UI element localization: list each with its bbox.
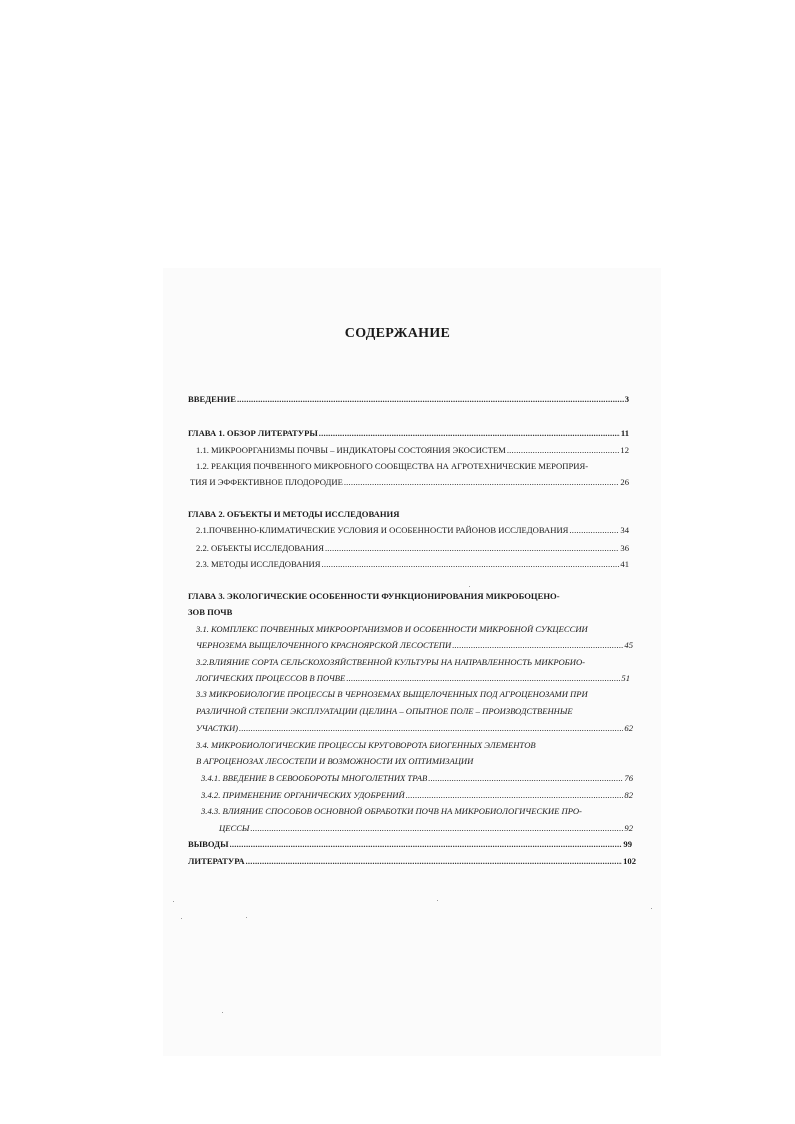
toc-entry-chapter-3-line1: ГЛАВА 3. ЭКОЛОГИЧЕСКИЕ ОСОБЕННОСТИ ФУНКЦИОНИРОВАНИЯ МИКРОБОЦЕНО-: [188, 591, 560, 601]
toc-entry-chapter-1: ГЛАВА 1. ОБЗОР ЛИТЕРАТУРЫ ..... 11: [188, 427, 629, 439]
toc-entry-1-2-line1: 1.2. РЕАКЦИЯ ПОЧВЕННОГО МИКРОБНОГО СООБЩЕСТВА НА АГРОТЕХНИЧЕСКИЕ МЕРОПРИЯ-: [196, 461, 589, 471]
toc-entry-3-2: ЛОГИЧЕСКИХ ПРОЦЕССОВ В ПОЧВЕ ..... 51: [196, 672, 630, 684]
toc-entry-2-2: 2.2. ОБЪЕКТЫ ИССЛЕДОВАНИЯ ..... 36: [196, 542, 629, 554]
toc-entry-conclusions: ВЫВОДЫ ..... 99: [188, 838, 632, 850]
toc-entry-3-3-line1: 3.3 МИКРОБИОЛОГИЕ ПРОЦЕССЫ В ЧЕРНОЗЕМАХ ВЫЩЕЛОЧЕННЫХ ПОД АГРОЦЕНОЗАМИ ПРИ: [196, 689, 588, 699]
toc-entry-3-4-1: 3.4.1. ВВЕДЕНИЕ В СЕВООБОРОТЫ МНОГОЛЕТНИХ ТРАВ ..... 76: [201, 772, 633, 784]
toc-entry-3-1: ЧЕРНОЗЕМА ВЫЩЕЛОЧЕННОГО КРАСНОЯРСКОЙ ЛЕСОСТЕПИ ..... 45: [196, 639, 633, 651]
toc-entry-3-4-line1: 3.4. МИКРОБИОЛОГИЧЕСКИЕ ПРОЦЕССЫ КРУГОВОРОТА БИОГЕННЫХ ЭЛЕМЕНТОВ: [196, 740, 536, 750]
toc-entry-chapter-3-line2: ЗОВ ПОЧВ: [188, 607, 233, 617]
toc-entry-3-3-line2: РАЗЛИЧНОЙ СТЕПЕНИ ЭКСПЛУАТАЦИИ (ЦЕЛИНА – ОПЫТНОЕ ПОЛЕ – ПРОИЗВОДСТВЕННЫЕ: [196, 706, 573, 716]
toc-entry-intro: ВВЕДЕНИЕ ..... 3: [188, 393, 629, 405]
toc-entry-3-3: УЧАСТКИ) ..... 62: [196, 722, 633, 734]
toc-entry-3-1-line1: 3.1. КОМПЛЕКС ПОЧВЕННЫХ МИКРООРГАНИЗМОВ И ОСОБЕННОСТИ МИКРОБНОЙ СУКЦЕССИИ: [196, 624, 588, 634]
toc-entry-2-3: 2.3. МЕТОДЫ ИССЛЕДОВАНИЯ ..... 41: [196, 558, 629, 570]
toc-entry-literature: ЛИТЕРАТУРА ..... 102: [188, 855, 636, 867]
page-title: СОДЕРЖАНИЕ: [344, 326, 451, 341]
toc-entry-2-1: 2.1.ПОЧВЕННО-КЛИМАТИЧЕСКИЕ УСЛОВИЯ И ОСОБЕННОСТИ РАЙОНОВ ИССЛЕДОВАНИЯ ..... 34: [196, 524, 629, 536]
toc-entry-3-4-line2: В АГРОЦЕНОЗАХ ЛЕСОСТЕПИ И ВОЗМОЖНОСТИ ИХ ОПТИМИЗАЦИИ: [196, 756, 474, 766]
toc-entry-3-4-2: 3.4.2. ПРИМЕНЕНИЕ ОРГАНИЧЕСКИХ УДОБРЕНИЙ ..... 82: [201, 789, 633, 801]
toc-entry-3-4-3: ЦЕССЫ ..... 92: [219, 822, 633, 834]
toc-entry-1-1: 1.1. МИКРООРГАНИЗМЫ ПОЧВЫ – ИНДИКАТОРЫ СОСТОЯНИЯ ЭКОСИСТЕМ ..... 12: [196, 444, 629, 456]
toc-entry-3-2-line1: 3.2.ВЛИЯНИЕ СОРТА СЕЛЬСКОХОЗЯЙСТВЕННОЙ КУЛЬТУРЫ НА НАПРАВЛЕННОСТЬ МИКРОБИО-: [196, 657, 586, 667]
toc-entry-1-2: ТИЯ И ЭФФЕКТИВНОЕ ПЛОДОРОДИЕ ..... 26: [190, 476, 629, 488]
toc-entry-3-4-3-line1: 3.4.3. ВЛИЯНИЕ СПОСОБОВ ОСНОВНОЙ ОБРАБОТКИ ПОЧВ НА МИКРОБИОЛОГИЧЕСКИЕ ПРО-: [201, 806, 582, 816]
toc-entry-chapter-2: ГЛАВА 2. ОБЪЕКТЫ И МЕТОДЫ ИССЛЕДОВАНИЯ: [188, 509, 400, 519]
